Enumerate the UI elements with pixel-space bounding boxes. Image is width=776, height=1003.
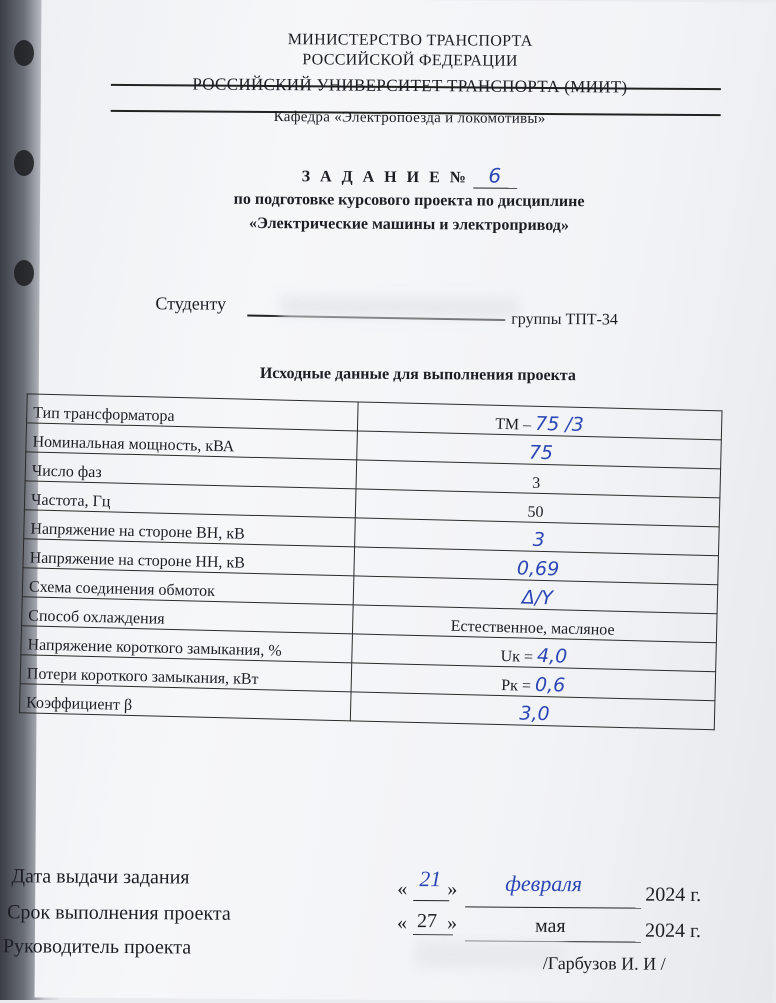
row-handwritten-value: Δ/Y bbox=[522, 587, 554, 610]
row-label: Напряжение короткого замыкания, % bbox=[21, 626, 353, 663]
row-handwritten-value bbox=[547, 500, 548, 522]
row-label: Тип трансформатора bbox=[27, 394, 359, 431]
row-printed-value: Естественное, масляное bbox=[451, 618, 615, 639]
row-handwritten-value: 3,0 bbox=[519, 702, 550, 725]
deadline-year: 2024 г. bbox=[645, 920, 701, 943]
deadline-day-line bbox=[413, 934, 453, 936]
ministry-line1: МИНИСТЕРСТВО ТРАНСПОРТА bbox=[41, 29, 776, 52]
row-label: Напряжение на стороне ВН, кВ bbox=[24, 510, 356, 547]
group-label: группы ТПТ-34 bbox=[511, 311, 618, 330]
source-data-table bbox=[19, 393, 723, 730]
issue-day-line bbox=[413, 900, 449, 902]
issue-month: февраля bbox=[505, 871, 582, 898]
issue-date-close-quote: » bbox=[447, 878, 457, 901]
assignment-title-row bbox=[40, 160, 776, 190]
row-printed-value: ТМ – bbox=[495, 416, 531, 434]
data-heading: Исходные данные для выполнения проекта bbox=[49, 363, 776, 386]
issue-day: 21 bbox=[419, 866, 441, 892]
document-sheet bbox=[35, 0, 776, 1003]
row-printed-value: Pк = bbox=[501, 677, 531, 695]
assignment-subtitle1: по подготовке курсового проекта по дисциплине bbox=[40, 189, 776, 212]
row-printed-value: 50 bbox=[527, 504, 543, 521]
row-label: Способ охлаждения bbox=[22, 597, 354, 634]
row-handwritten-value: 0,6 bbox=[535, 674, 566, 697]
row-label: Потери короткого замыкания, кВт bbox=[20, 655, 352, 692]
department-name: Кафедра «Электропоезда и локомотивы» bbox=[41, 107, 776, 129]
issue-date-open-quote: « bbox=[397, 878, 407, 901]
row-handwritten-value: 3 bbox=[532, 529, 545, 551]
deadline-close-quote: » bbox=[447, 912, 457, 935]
assignment-title: З А Д А Н И Е № bbox=[302, 168, 469, 186]
student-label: Студенту bbox=[155, 293, 226, 314]
row-label: Напряжение на стороне НН, кВ bbox=[23, 539, 355, 576]
punch-hole bbox=[14, 40, 34, 66]
row-printed-value: 3 bbox=[532, 475, 540, 492]
issue-year: 2024 г. bbox=[645, 884, 701, 907]
deadline-open-quote: « bbox=[397, 912, 407, 935]
row-printed-value: Uк = bbox=[500, 648, 533, 666]
row-label: Частота, Гц bbox=[24, 481, 356, 518]
redacted-student-name bbox=[279, 295, 519, 319]
supervisor-label: Руководитель проекта bbox=[3, 935, 191, 959]
row-label: Схема соединения обмоток bbox=[22, 568, 354, 605]
row-handwritten-value bbox=[544, 471, 545, 493]
footer-block bbox=[41, 0, 776, 3]
row-handwritten-value: 75 bbox=[529, 442, 554, 465]
issue-month-line bbox=[465, 906, 641, 909]
ministry-line2: РОССИЙСКОЙ ФЕДЕРАЦИИ bbox=[41, 49, 776, 72]
punch-hole bbox=[14, 260, 34, 286]
row-label: Коэффициент β bbox=[19, 684, 351, 721]
row-label: Номинальная мощность, кВА bbox=[26, 423, 358, 460]
row-handwritten-value bbox=[618, 618, 619, 640]
assignment-number: 6 bbox=[473, 163, 517, 188]
punch-hole bbox=[14, 150, 34, 176]
university-name: РОССИЙСКИЙ УНИВЕРСИТЕТ ТРАНСПОРТА (МИИТ) bbox=[41, 73, 776, 98]
row-label: Число фаз bbox=[25, 452, 357, 489]
row-handwritten-value: 0,69 bbox=[517, 557, 560, 580]
supervisor-name: /Гарбузов И. И / bbox=[543, 953, 666, 975]
deadline-month: мая bbox=[535, 915, 566, 938]
row-handwritten-value: 4,0 bbox=[537, 645, 568, 668]
deadline-day: 27 bbox=[417, 910, 437, 933]
row-handwritten-value: 75 /3 bbox=[535, 413, 584, 436]
issue-date-label: Дата выдачи задания bbox=[11, 865, 189, 889]
assignment-subtitle2: «Электрические машины и электропривод» bbox=[40, 213, 776, 236]
deadline-label: Срок выполнения проекта bbox=[7, 901, 231, 926]
